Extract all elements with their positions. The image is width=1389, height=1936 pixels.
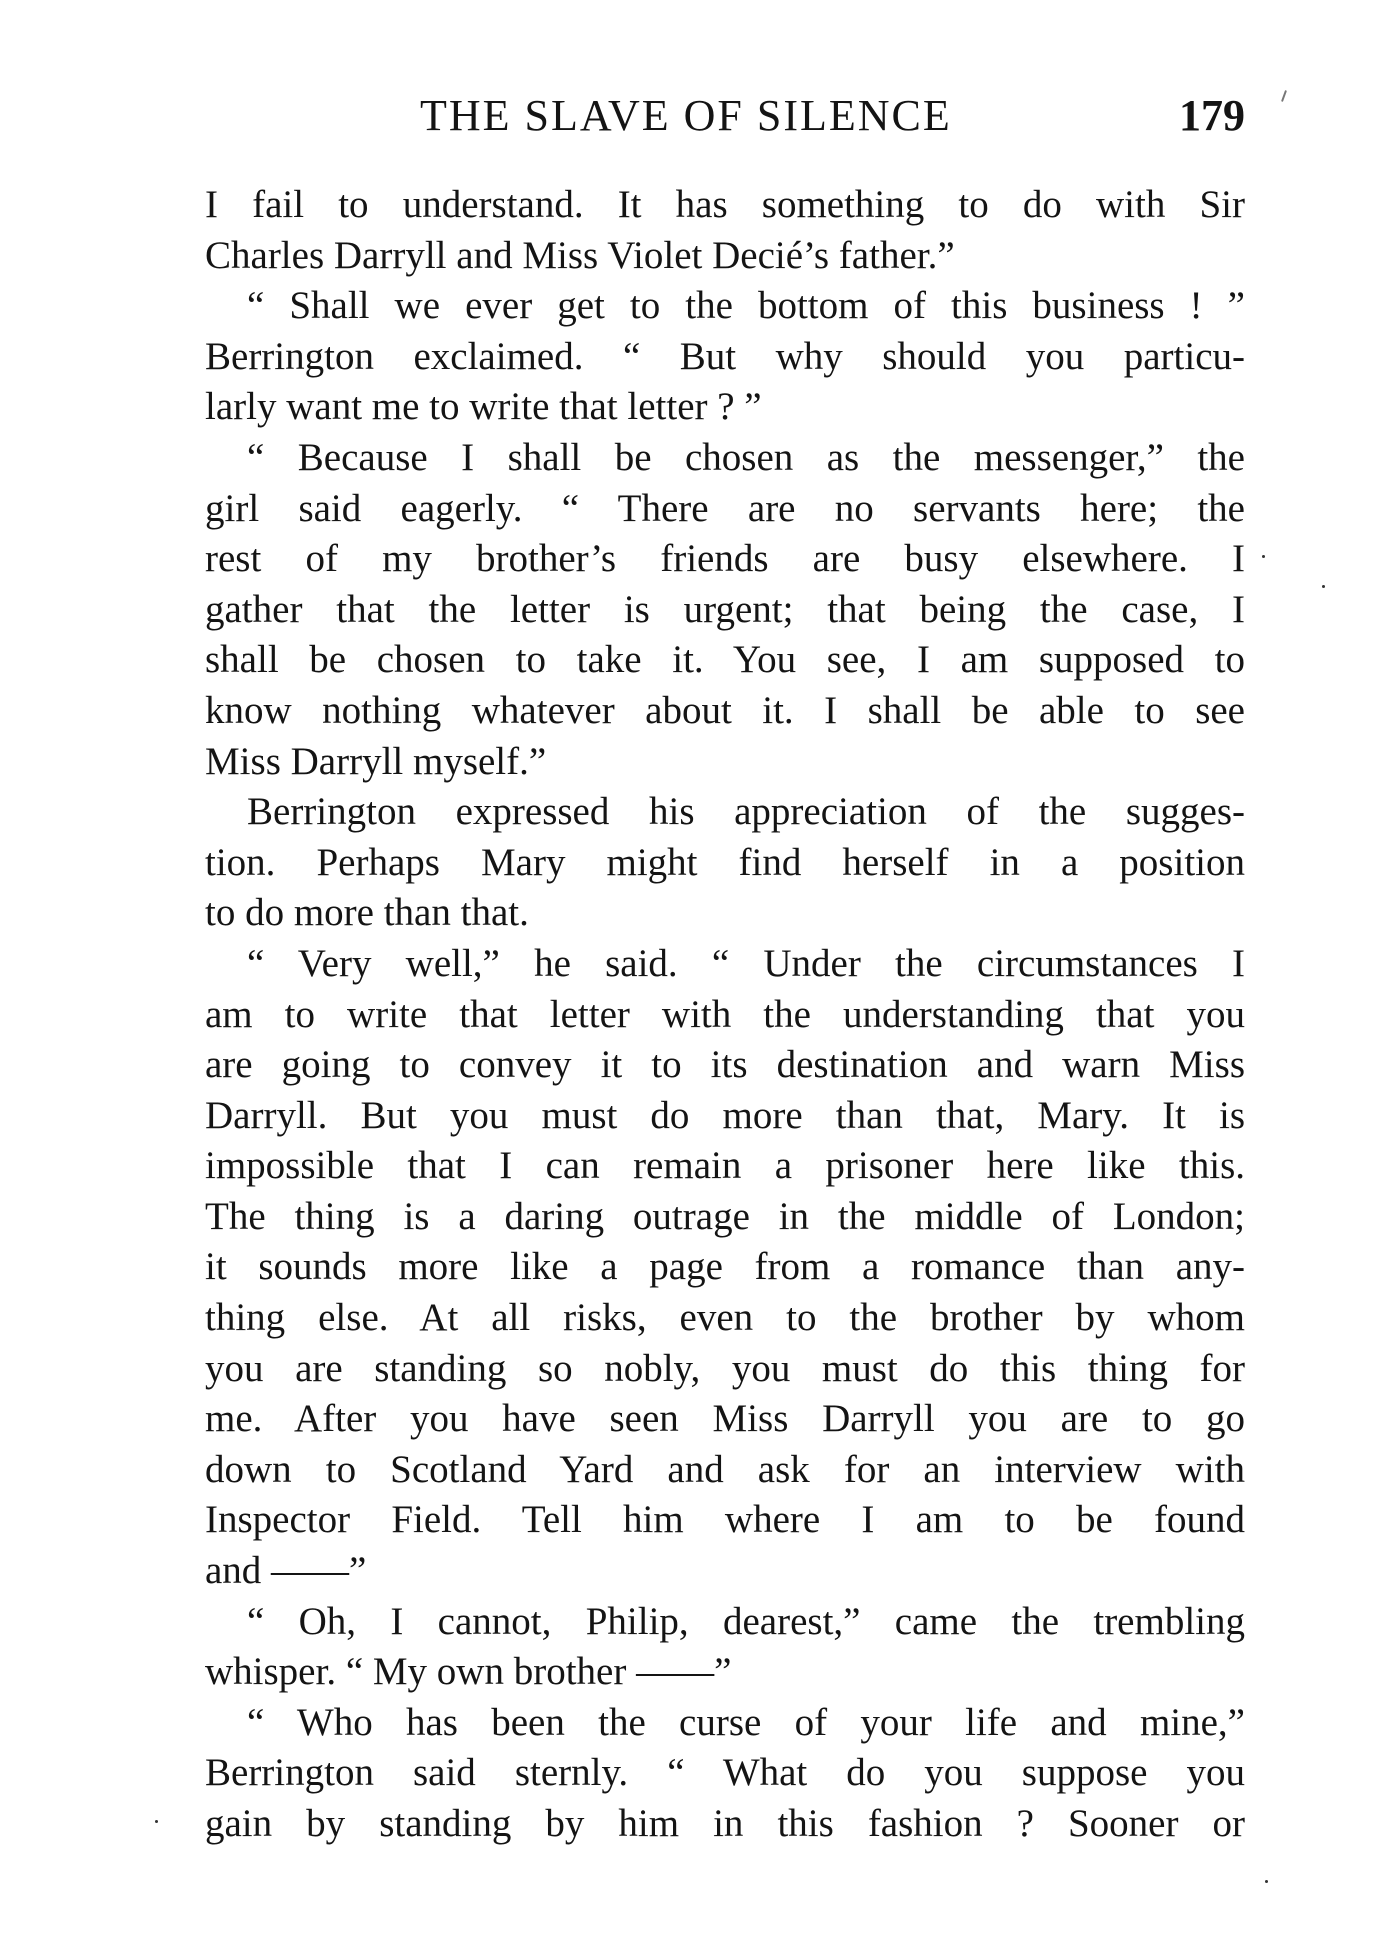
text-line: girl said eagerly. “ There are no servants here; the [205,486,1245,530]
text-line: shall be chosen to take it. You see, I am supposed to [205,638,1245,682]
text-line: know nothing whatever about it. I shall be able to see [205,688,1245,732]
scan-speck [1281,90,1287,102]
text-line: gain by standing by him in this fashion ? Sooner or [205,1802,1245,1845]
text-line: tion. Perhaps Mary might find herself in a position [205,840,1245,884]
scan-speck [1262,555,1265,558]
text-line: larly want me to write that letter ? ” [205,385,762,429]
text-line: “ Very well,” he said. “ Under the circumstances I [247,941,1245,985]
text-line: Berrington exclaimed. “ But why should you particu- [205,334,1245,378]
running-title: THE SLAVE OF SILENCE [420,91,952,140]
text-line: Inspector Field. Tell him where I am to be found [205,1498,1245,1542]
text-line: I fail to understand. It has something to do with Sir [205,183,1245,226]
text-line: me. After you have seen Miss Darryll you are to go [205,1397,1245,1441]
page-number: 179 [1179,91,1245,140]
text-line: Darryll. But you must do more than that, Mary. It is [205,1093,1245,1137]
text-line: down to Scotland Yard and ask for an interview with [205,1447,1245,1491]
text-line: The thing is a daring outrage in the middle of London; [205,1194,1245,1238]
text-line: and ——” [205,1549,367,1593]
body-text [205,180,1245,1850]
text-line: Charles Darryll and Miss Violet Decié’s father.” [205,233,955,277]
scan-speck [1265,1880,1268,1883]
text-line: “ Because I shall be chosen as the messenger,” the [247,435,1245,479]
text-line: thing else. At all risks, even to the brother by whom [205,1296,1245,1340]
text-line: gather that the letter is urgent; that being the case, I [205,587,1245,631]
text-line: Berrington said sternly. “ What do you suppose you [205,1751,1245,1795]
text-line: “ Oh, I cannot, Philip, dearest,” came the trembling [247,1599,1245,1643]
text-line: whisper. “ My own brother ——” [205,1650,732,1694]
text-line: are going to convey it to its destination and warn Miss [205,1043,1245,1087]
text-line: rest of my brother’s friends are busy elsewhere. I [205,537,1245,581]
text-line: am to write that letter with the understanding that you [205,992,1245,1036]
text-line: “ Shall we ever get to the bottom of this business ! ” [247,284,1245,328]
text-line: impossible that I can remain a prisoner here like this. [205,1144,1245,1188]
text-line: Miss Darryll myself.” [205,739,547,783]
scan-speck [155,1820,158,1823]
scan-speck [1322,585,1325,588]
text-line: it sounds more like a page from a romance than any- [205,1245,1245,1289]
text-line: you are standing so nobly, you must do this thing for [205,1346,1245,1390]
page-header [205,88,1245,144]
text-line: Berrington expressed his appreciation of the sugges- [247,790,1245,834]
text-line: to do more than that. [205,891,529,935]
text-line: “ Who has been the curse of your life and mine,” [247,1700,1245,1744]
